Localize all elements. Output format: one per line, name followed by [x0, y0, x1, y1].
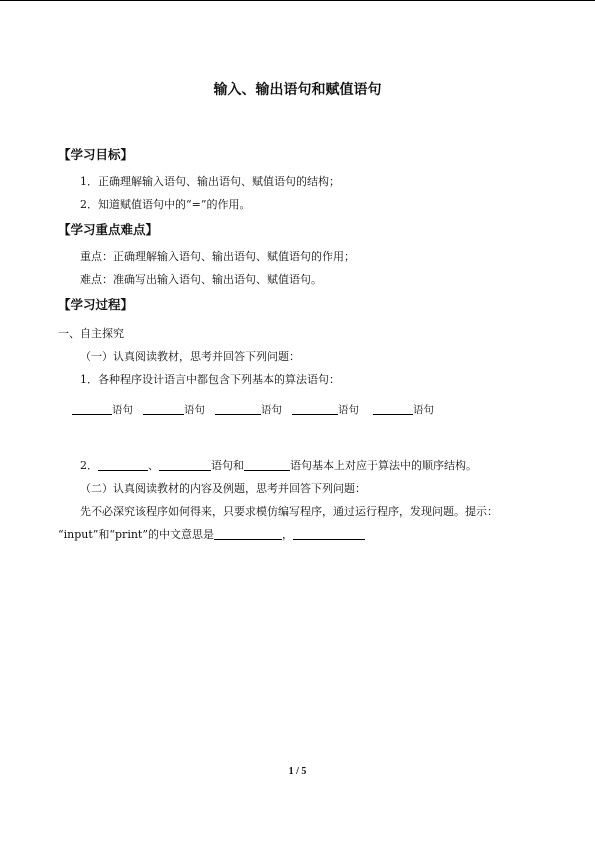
goal-item-2: 2．知道赋值语句中的“=”的作用。	[80, 198, 251, 211]
goal-item-1: 1．正确理解输入语句、输出语句、赋值语句的结构；	[80, 175, 340, 188]
question-2-suffix: 语句基本上对应于算法中的顺序结构。	[290, 459, 477, 472]
question-2	[80, 457, 477, 473]
answer-blank-1[interactable]	[72, 402, 112, 415]
meaning-sep: ，	[281, 528, 293, 541]
question-2-prefix: 2．	[80, 459, 98, 472]
blank-suffix: 语句	[184, 404, 205, 416]
answer-blank-2[interactable]	[143, 402, 184, 415]
goals-heading: 【学习目标】	[58, 147, 134, 162]
question-1: 1．各种程序设计语言中都包含下列基本的算法语句：	[80, 373, 340, 386]
meaning-question	[58, 526, 365, 542]
instruction-text: 先不必深究该程序如何得来，只要求模仿编写程序，通过运行程序，发现问题。提示：	[80, 505, 498, 518]
part1-heading: 一、自主探究	[58, 327, 124, 340]
question-2-sep2: 语句和	[211, 459, 244, 472]
statement-blanks-row	[72, 402, 434, 417]
blank-suffix: 语句	[261, 404, 282, 416]
question-2-sep1: 、	[148, 459, 159, 472]
page-title: 输入、输出语句和赋值语句	[213, 82, 382, 98]
sub-section-2: （二）认真阅读教材的内容及例题，思考并回答下列问题：	[80, 482, 366, 495]
difficulty-text: 难点：准确写出输入语句、输出语句、赋值语句。	[80, 273, 322, 286]
key-points-heading: 【学习重点难点】	[58, 222, 159, 237]
focus-text: 重点：正确理解输入语句、输出语句、赋值语句的作用；	[80, 250, 355, 263]
blank-suffix: 语句	[112, 404, 133, 416]
top-border-line	[0, 0, 595, 1]
blank-suffix: 语句	[338, 404, 359, 416]
answer-blank-9[interactable]	[214, 527, 282, 540]
meaning-prefix: “input”和“print”的中文意思是	[58, 528, 214, 541]
answer-blank-4[interactable]	[292, 402, 338, 415]
answer-blank-6[interactable]	[98, 458, 148, 471]
page-number: 1 / 5	[288, 766, 307, 777]
blank-suffix: 语句	[413, 404, 434, 416]
answer-blank-7[interactable]	[159, 458, 211, 471]
answer-blank-5[interactable]	[373, 402, 413, 415]
answer-blank-10[interactable]	[293, 527, 365, 540]
sub-section-1: （一）认真阅读教材，思考并回答下列问题：	[80, 350, 300, 363]
answer-blank-8[interactable]	[244, 458, 290, 471]
answer-blank-3[interactable]	[215, 402, 261, 415]
process-heading: 【学习过程】	[58, 297, 134, 312]
